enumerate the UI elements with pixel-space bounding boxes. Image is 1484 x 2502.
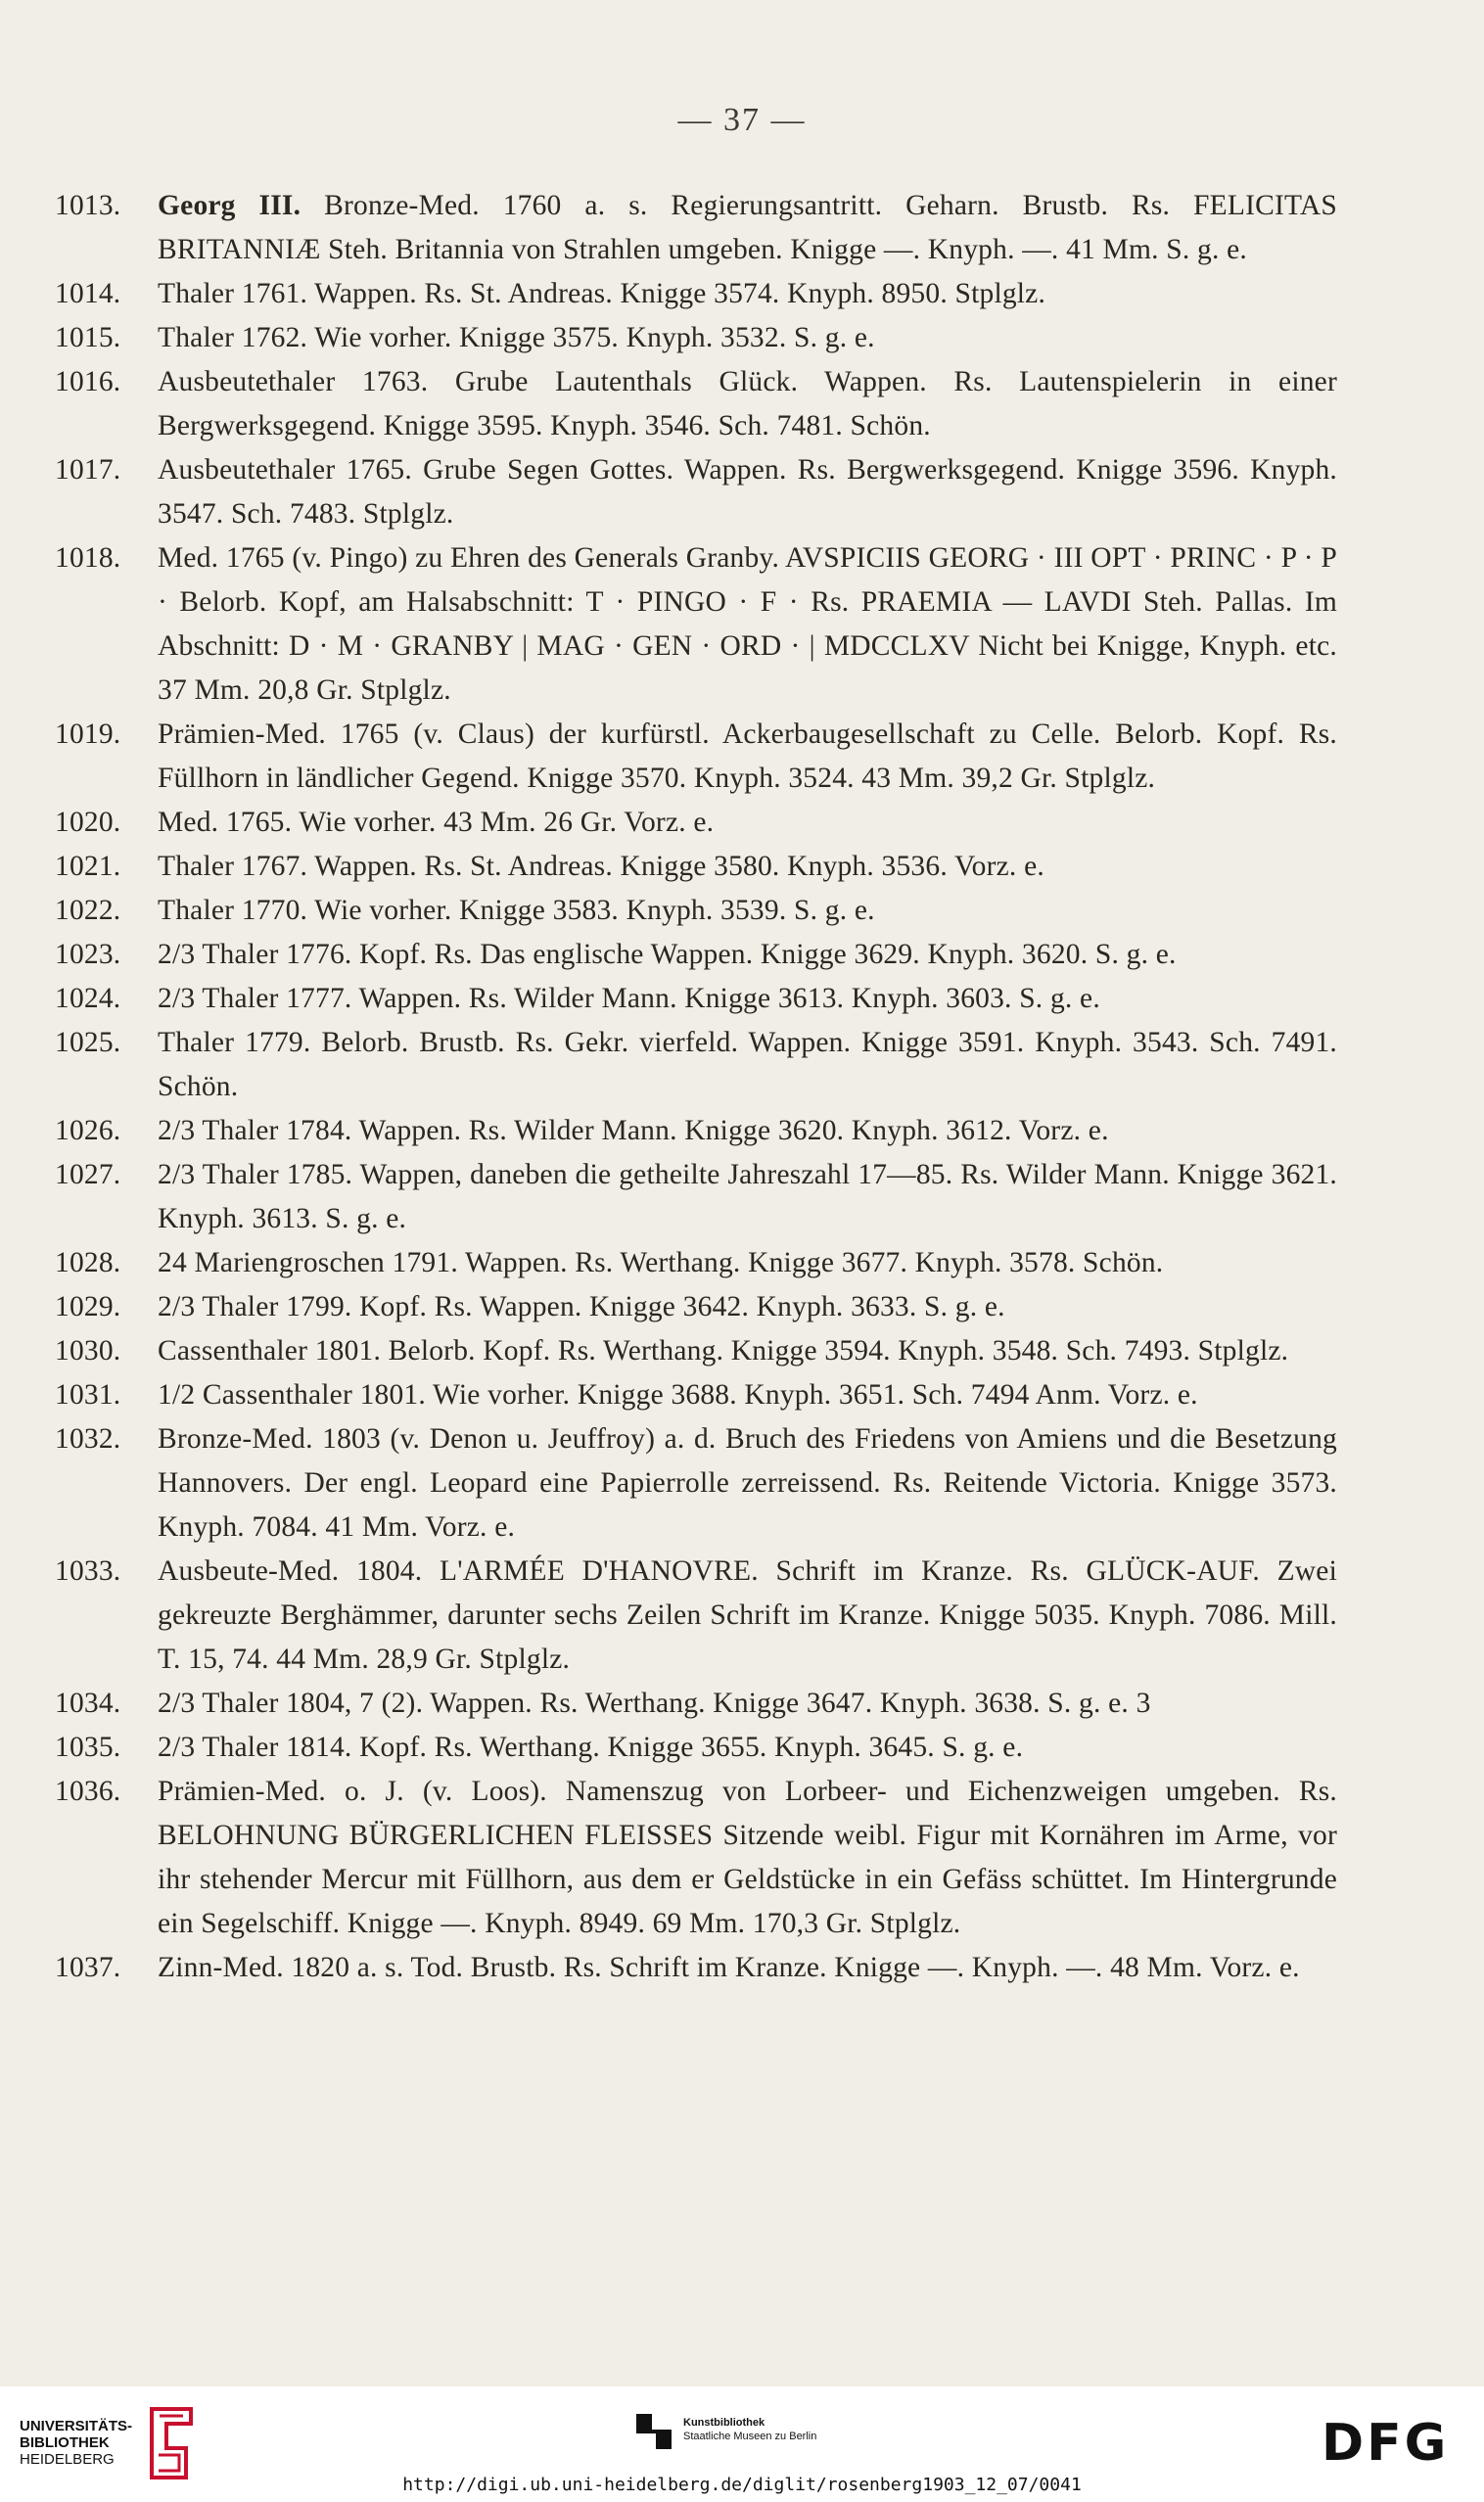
entry-number: 1024.: [55, 983, 121, 1014]
entry-text: Prämien-Med. 1765 (v. Claus) der kurfürstl. Ackerbaugesellschaft zu Celle. Belorb. Kopf. Rs. Füllhorn in ländlicher Gegend. Knigge 3570. Knyph. 3524. 43 Mm. 39,2 Gr. Stplglz.: [158, 718, 1337, 794]
entry-text: Thaler 1784. Wappen. Rs. Wilder Mann. Knigge 3620. Knyph. 3612. Vorz. e.: [195, 1115, 1109, 1146]
entry-fraction: 2/3: [158, 1115, 196, 1146]
entry-number: 1015.: [55, 322, 121, 353]
entry-fraction: 2/3: [158, 939, 196, 970]
entry-number: 1035.: [55, 1732, 121, 1763]
catalogue-entry: [55, 1770, 1337, 1946]
catalogue-entry: [55, 1021, 1337, 1109]
entry-text: Thaler 1799. Kopf. Rs. Wappen. Knigge 3642. Knyph. 3633. S. g. e.: [195, 1291, 1005, 1322]
university-seal-icon: [142, 2404, 201, 2482]
entry-text: Thaler 1779. Belorb. Brustb. Rs. Gekr. vierfeld. Wappen. Knigge 3591. Knyph. 3543. Sch. 7491. Schön.: [158, 1027, 1337, 1102]
entry-fraction: 2/3: [158, 1688, 196, 1719]
entry-text: Ausbeute-Med. 1804. L'ARMÉE D'HANOVRE. Schrift im Kranze. Rs. GLÜCK-AUF. Zwei gekreuzte Berghämmer, darunter sechs Zeilen Schrift im Kranze. Knigge 5035. Knyph. 7086. Mill. T. 15, 74. 44 Mm. 28,9 Gr. Stplglz.: [158, 1555, 1337, 1675]
entry-text: Prämien-Med. o. J. (v. Loos). Namenszug von Lorbeer- und Eichenzweigen umgeben. Rs. BELOHNUNG BÜRGERLICHEN FLEISSES Sitzende weibl. Figur mit Kornähren im Arme, vor ihr stehender Mercur mit Füllhorn, aus dem er Geldstücke in ein Gefäss schüttet. Im Hintergrunde ein Segelschiff. Knigge —. Knyph. 8949. 69 Mm. 170,3 Gr. Stplglz.: [158, 1776, 1337, 1939]
entry-number: 1022.: [55, 895, 121, 926]
entry-fraction: 2/3: [158, 1159, 196, 1190]
entry-number: 1031.: [55, 1379, 121, 1411]
catalogue-entry: [55, 536, 1337, 713]
catalogue-entry: [55, 1550, 1337, 1682]
catalogue-entry: [55, 1109, 1337, 1153]
entry-number: 1016.: [55, 366, 121, 397]
entry-fraction: 2/3: [158, 1732, 196, 1763]
entry-number: 1020.: [55, 807, 121, 838]
page-number: — 37 —: [677, 102, 807, 138]
catalogue-entry: [55, 1329, 1337, 1373]
entry-number: 1018.: [55, 542, 121, 574]
catalogue-entry: [55, 1417, 1337, 1550]
entry-text: Bronze-Med. 1803 (v. Denon u. Jeuffroy) a. d. Bruch des Friedens von Amiens und die Besetzung Hannovers. Der engl. Leopard eine Papierrolle zerreissend. Rs. Reitende Victoria. Knigge 3573. Knyph. 7084. 41 Mm. Vorz. e.: [158, 1423, 1337, 1543]
entry-number: 1023.: [55, 939, 121, 970]
entry-text: Thaler 1776. Kopf. Rs. Das englische Wappen. Knigge 3629. Knyph. 3620. S. g. e.: [195, 939, 1177, 970]
catalogue-entry: [55, 801, 1337, 845]
kunstbibliothek-text: Kunstbibliothek Staatliche Museen zu Berlin: [683, 2417, 817, 2442]
catalogue-entry: [55, 1241, 1337, 1285]
catalogue-entry: [55, 1285, 1337, 1329]
catalogue-entry: [55, 713, 1337, 801]
kunstbibliothek-mark-icon: [634, 2412, 673, 2451]
entry-number: 1028.: [55, 1247, 121, 1278]
entry-number: 1017.: [55, 454, 121, 486]
university-library-name: UNIVERSITÄTS- BIBLIOTHEK HEIDELBERG: [20, 2418, 133, 2468]
entry-text: Thaler 1785. Wappen, daneben die getheilte Jahreszahl 17—85. Rs. Wilder Mann. Knigge 3621. Knyph. 3613. S. g. e.: [158, 1159, 1337, 1234]
entry-text: 24 Mariengroschen 1791. Wappen. Rs. Werthang. Knigge 3677. Knyph. 3578. Schön.: [158, 1247, 1164, 1278]
entry-text: Thaler 1770. Wie vorher. Knigge 3583. Knyph. 3539. S. g. e.: [158, 895, 875, 926]
entry-number: 1014.: [55, 278, 121, 309]
catalogue-entry: [55, 1946, 1337, 1990]
catalogue-entry: [55, 1153, 1337, 1241]
catalogue-entry: [55, 1373, 1337, 1417]
catalogue-entry: [55, 977, 1337, 1021]
catalogue-entry: [55, 272, 1337, 316]
entry-text: Zinn-Med. 1820 a. s. Tod. Brustb. Rs. Schrift im Kranze. Knigge —. Knyph. —. 48 Mm. Vorz. e.: [158, 1952, 1300, 1983]
catalogue-entry: [55, 316, 1337, 360]
entry-text: Thaler 1767. Wappen. Rs. St. Andreas. Knigge 3580. Knyph. 3536. Vorz. e.: [158, 851, 1044, 882]
entry-text: Thaler 1761. Wappen. Rs. St. Andreas. Knigge 3574. Knyph. 8950. Stplglz.: [158, 278, 1046, 309]
catalogue-entry: [55, 933, 1337, 977]
entry-number: 1026.: [55, 1115, 121, 1146]
catalogue-entry: [55, 1682, 1337, 1726]
entry-number: 1032.: [55, 1423, 121, 1455]
entry-number: 1037.: [55, 1952, 121, 1983]
entry-text: Cassenthaler 1801. Belorb. Kopf. Rs. Werthang. Knigge 3594. Knyph. 3548. Sch. 7493. Stplglz.: [158, 1335, 1289, 1367]
entry-number: 1013.: [55, 190, 121, 221]
catalogue-entry: [55, 845, 1337, 889]
entry-fraction: 2/3: [158, 1291, 196, 1322]
entry-number: 1036.: [55, 1776, 121, 1807]
footer-url[interactable]: http://digi.ub.uni-heidelberg.de/diglit/rosenberg1903_12_07/0041: [402, 2475, 1082, 2495]
entry-text: Thaler 1814. Kopf. Rs. Werthang. Knigge 3655. Knyph. 3645. S. g. e.: [195, 1732, 1024, 1763]
entry-text: Ausbeutethaler 1763. Grube Lautenthals Glück. Wappen. Rs. Lautenspielerin in einer Bergwerksgegend. Knigge 3595. Knyph. 3546. Sch. 7481. Schön.: [158, 366, 1337, 441]
entry-text: Bronze-Med. 1760 a. s. Regierungsantritt. Geharn. Brustb. Rs. FELICITAS BRITANNIÆ Steh. Britannia von Strahlen umgeben. Knigge —. Knyph. —. 41 Mm. S. g. e.: [158, 190, 1337, 265]
catalogue-entry: [55, 448, 1337, 536]
catalogue-entry: [55, 1726, 1337, 1770]
university-library-logo[interactable]: [20, 2404, 215, 2482]
entry-text: Ausbeutethaler 1765. Grube Segen Gottes. Wappen. Rs. Bergwerksgegend. Knigge 3596. Knyph. 3547. Sch. 7483. Stplglz.: [158, 454, 1337, 530]
entry-fraction: 1/2: [158, 1379, 196, 1411]
entry-text: Thaler 1777. Wappen. Rs. Wilder Mann. Knigge 3613. Knyph. 3603. S. g. e.: [195, 983, 1100, 1014]
entry-number: 1033.: [55, 1555, 121, 1587]
dfg-logo[interactable]: DFG: [1322, 2414, 1450, 2473]
entry-number: 1029.: [55, 1291, 121, 1322]
entry-text: Thaler 1804, 7 (2). Wappen. Rs. Werthang. Knigge 3647. Knyph. 3638. S. g. e. 3: [195, 1688, 1151, 1719]
entry-number: 1025.: [55, 1027, 121, 1058]
entry-number: 1034.: [55, 1688, 121, 1719]
entry-number: 1021.: [55, 851, 121, 882]
entry-number: 1027.: [55, 1159, 121, 1190]
catalogue-list: [55, 184, 1337, 1990]
catalogue-entry: [55, 889, 1337, 933]
entry-text: Med. 1765 (v. Pingo) zu Ehren des Generals Granby. AVSPICIIS GEORG · III OPT · PRINC · P · P · Belorb. Kopf, am Halsabschnitt: T · PINGO · F · Rs. PRAEMIA — LAVDI Steh. Pallas. Im Abschnitt: D · M · GRANBY | MAG · GEN · ORD · | MDCCLXV Nicht bei Knigge, Knyph. etc. 37 Mm. 20,8 Gr. Stplglz.: [158, 542, 1337, 706]
catalogue-entry: [55, 184, 1337, 272]
kunstbibliothek-logo[interactable]: [634, 2408, 869, 2457]
catalogue-entry: [55, 360, 1337, 448]
entry-text: Med. 1765. Wie vorher. 43 Mm. 26 Gr. Vorz. e.: [158, 807, 715, 838]
entry-number: 1019.: [55, 718, 121, 750]
entry-number: 1030.: [55, 1335, 121, 1367]
entry-ruler: Georg III.: [158, 190, 301, 221]
entry-fraction: 2/3: [158, 983, 196, 1014]
entry-text: Thaler 1762. Wie vorher. Knigge 3575. Knyph. 3532. S. g. e.: [158, 322, 875, 353]
entry-text: Cassenthaler 1801. Wie vorher. Knigge 3688. Knyph. 3651. Sch. 7494 Anm. Vorz. e.: [195, 1379, 1198, 1411]
